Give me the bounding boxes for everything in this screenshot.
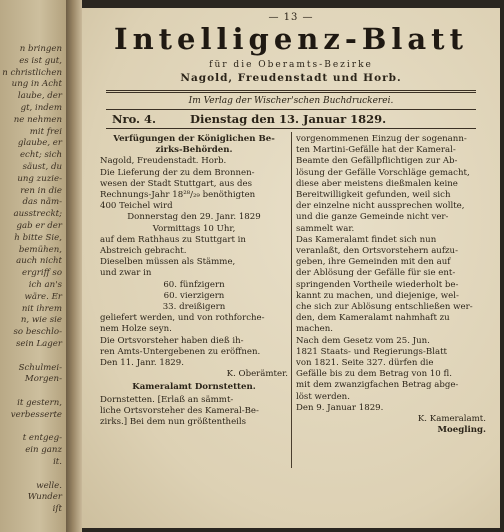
left-page-line: t entgeg-	[22, 433, 62, 444]
body-line: und zwar in	[100, 268, 152, 279]
newspaper-page	[82, 8, 500, 528]
body-line: Abstreich gebracht.	[100, 246, 187, 256]
body-line: Das Kameralamt findet sich nun	[296, 234, 437, 245]
section-heading: Verfügungen der Königlichen Be-	[113, 134, 275, 144]
body-line: und die ganze Gemeinde nicht ver-	[296, 212, 449, 223]
masthead-districts: Nagold, Freudenstadt und Horb.	[180, 72, 402, 84]
body-line: Nagold, Freudenstadt. Horb.	[100, 156, 227, 167]
book-gutter	[66, 0, 82, 532]
left-page-line: ung in Acht	[11, 79, 62, 90]
left-page-line: säust, du	[22, 162, 62, 172]
body-line: K. Oberämter.	[226, 369, 288, 380]
left-page-line: mit frei	[29, 126, 62, 137]
left-page-line: bemühen,	[18, 244, 62, 255]
left-page-line: nit ihrem	[21, 303, 62, 314]
body-line: 1821 Staats- und Regierungs-Blatt	[296, 346, 447, 357]
column-left	[100, 8, 288, 528]
body-line: Donnerstag den 29. Janr. 1829	[127, 212, 261, 223]
masthead-title: Intelligenz-Blatt	[114, 22, 468, 56]
body-line: veranlaßt, den Ortsvorstehern aufzu-	[296, 246, 458, 256]
left-page-line: Schulmei-	[18, 362, 62, 373]
body-line: mit dem zwanzigfachen Betrag abge-	[296, 380, 459, 391]
left-page-line: Wunder	[27, 492, 62, 503]
body-line: Beamte den Gefällpflichtigen zur Ab-	[296, 156, 458, 167]
body-line: wesen der Stadt Stuttgart, aus des	[100, 178, 253, 189]
left-page-line: h bitte Sie,	[14, 232, 62, 243]
body-line: ren Amts-Untergebenen zu eröffnen.	[100, 346, 261, 357]
left-page-line: ne nehmen	[13, 114, 62, 125]
signature-office: K. Kameralamt.	[417, 414, 486, 424]
body-line: den, dem Kameralamt nahmhaft zu	[296, 313, 450, 324]
issue-number: Nro. 4.	[112, 112, 157, 126]
issue-date: Dienstag den 13. Januar 1829.	[190, 112, 387, 126]
left-page-line: glaube, er	[17, 138, 62, 149]
body-line: der Ablösung der Gefälle für sie ent-	[296, 268, 456, 279]
body-line: nem Holze seyn.	[100, 324, 172, 335]
body-line: der einzelne nicht aussprechen wollte,	[296, 201, 465, 212]
left-facing-page	[0, 0, 66, 532]
body-line: Die Lieferung der zu dem Bronnen-	[100, 167, 255, 178]
body-line: kannt zu machen, und diejenige, wel-	[296, 290, 459, 301]
left-page-line: das näm-	[22, 197, 62, 208]
body-line: Dornstetten. [Erlaß an sämmt-	[100, 394, 234, 405]
body-line: lösung der Gefälle Vorschläge gemacht,	[296, 167, 470, 178]
body-line: löst werden.	[296, 391, 350, 402]
left-page-line: gt, indem	[20, 103, 62, 113]
body-line: von 1821. Seite 327. dürfen die	[296, 358, 434, 368]
section-heading: zirks-Behörden.	[155, 145, 233, 156]
left-page-line: verbesserte	[10, 409, 62, 420]
body-line: zirks.] Bei dem nun größtentheils	[100, 417, 247, 427]
column-right	[296, 8, 492, 528]
left-page-line: ren in die	[20, 185, 62, 196]
left-page-line: wäre. Er	[24, 291, 62, 302]
body-line: Rechnungs-Jahr 18²⁸/₂₉ benöthigten	[100, 190, 256, 200]
body-line: springenden Vortheile wiederholt be-	[296, 279, 459, 290]
left-page-line: gab er der	[16, 221, 62, 231]
page-number: — 13 —	[268, 12, 314, 23]
body-line: Den 11. Janr. 1829.	[100, 358, 184, 368]
left-page-line: laube, der	[17, 91, 62, 102]
left-page-line: ausstreckt;	[13, 209, 62, 220]
left-page-line: it.	[53, 457, 62, 467]
body-line: Nach dem Gesetz vom 25. Jun.	[296, 335, 430, 346]
left-page-line: ein ganz	[25, 445, 62, 456]
quantity-line: 33. dreißigern	[162, 302, 226, 312]
left-page-line: iſt	[52, 504, 62, 515]
body-line: liche Ortsvorsteher des Kameral-Be-	[100, 405, 259, 416]
body-line: che sich zur Ablösung entschließen wer-	[296, 302, 473, 312]
signature-name: Moegling.	[437, 425, 486, 436]
publisher-line: Im Verlag der Wischer'schen Buchdruckerei.	[188, 96, 394, 106]
column-divider	[291, 132, 292, 468]
left-page-line: ung zuzie-	[17, 173, 62, 184]
left-page-line: echt; sich	[19, 150, 62, 161]
body-line: Die Ortsvorsteher haben dieß ih-	[100, 335, 244, 346]
body-line: Dieselben müssen als Stämme,	[100, 257, 236, 268]
body-line: machen.	[296, 324, 333, 335]
left-page-line: so beschlo-	[13, 327, 62, 338]
left-page-line: sein Lager	[15, 339, 62, 349]
body-line: sammelt war.	[296, 223, 355, 234]
left-page-line: ergriff so	[22, 268, 62, 279]
left-page-line: es ist gut,	[19, 55, 62, 66]
body-line: Bereitwilligkeit gefunden, weil sich	[296, 190, 451, 200]
body-line: geliefert werden, und von rothforche-	[100, 313, 265, 324]
body-line: Gefälle bis zu dem Betrag von 10 fl.	[296, 369, 452, 380]
body-line: geben, ihre Gemeinden mit den auf	[296, 257, 451, 268]
masthead-subtitle: für die Oberamts-Bezirke	[209, 60, 373, 70]
body-line: diese aber meistens dießmalen keine	[296, 178, 458, 189]
left-page-line: n christlichen	[2, 67, 62, 78]
body-line: vorgenommenen Einzug der sogenann-	[296, 134, 467, 144]
section-heading: Kameralamt Dornstetten.	[132, 382, 256, 393]
left-page-line: ich an's	[28, 280, 62, 290]
body-line: Den 9. Januar 1829.	[296, 402, 384, 413]
left-page-line: welle.	[36, 480, 62, 491]
quantity-line: 60. vierzigern	[163, 290, 225, 301]
left-page-line: n, wie sie	[20, 315, 62, 326]
left-page-line: n bringen	[19, 44, 62, 54]
body-line: Vormittags 10 Uhr,	[152, 223, 236, 234]
body-line: auf dem Rathhaus zu Stuttgart in	[100, 234, 246, 245]
body-line: 400 Teichel wird	[100, 201, 173, 212]
left-page-line: Morgen-	[24, 374, 62, 385]
body-line: ten Martini-Gefälle hat der Kameral-	[296, 145, 456, 156]
left-page-line: it gestern,	[17, 398, 62, 408]
quantity-line: 60. fünfzigern	[163, 279, 225, 290]
left-page-line: auch nicht	[16, 256, 62, 267]
